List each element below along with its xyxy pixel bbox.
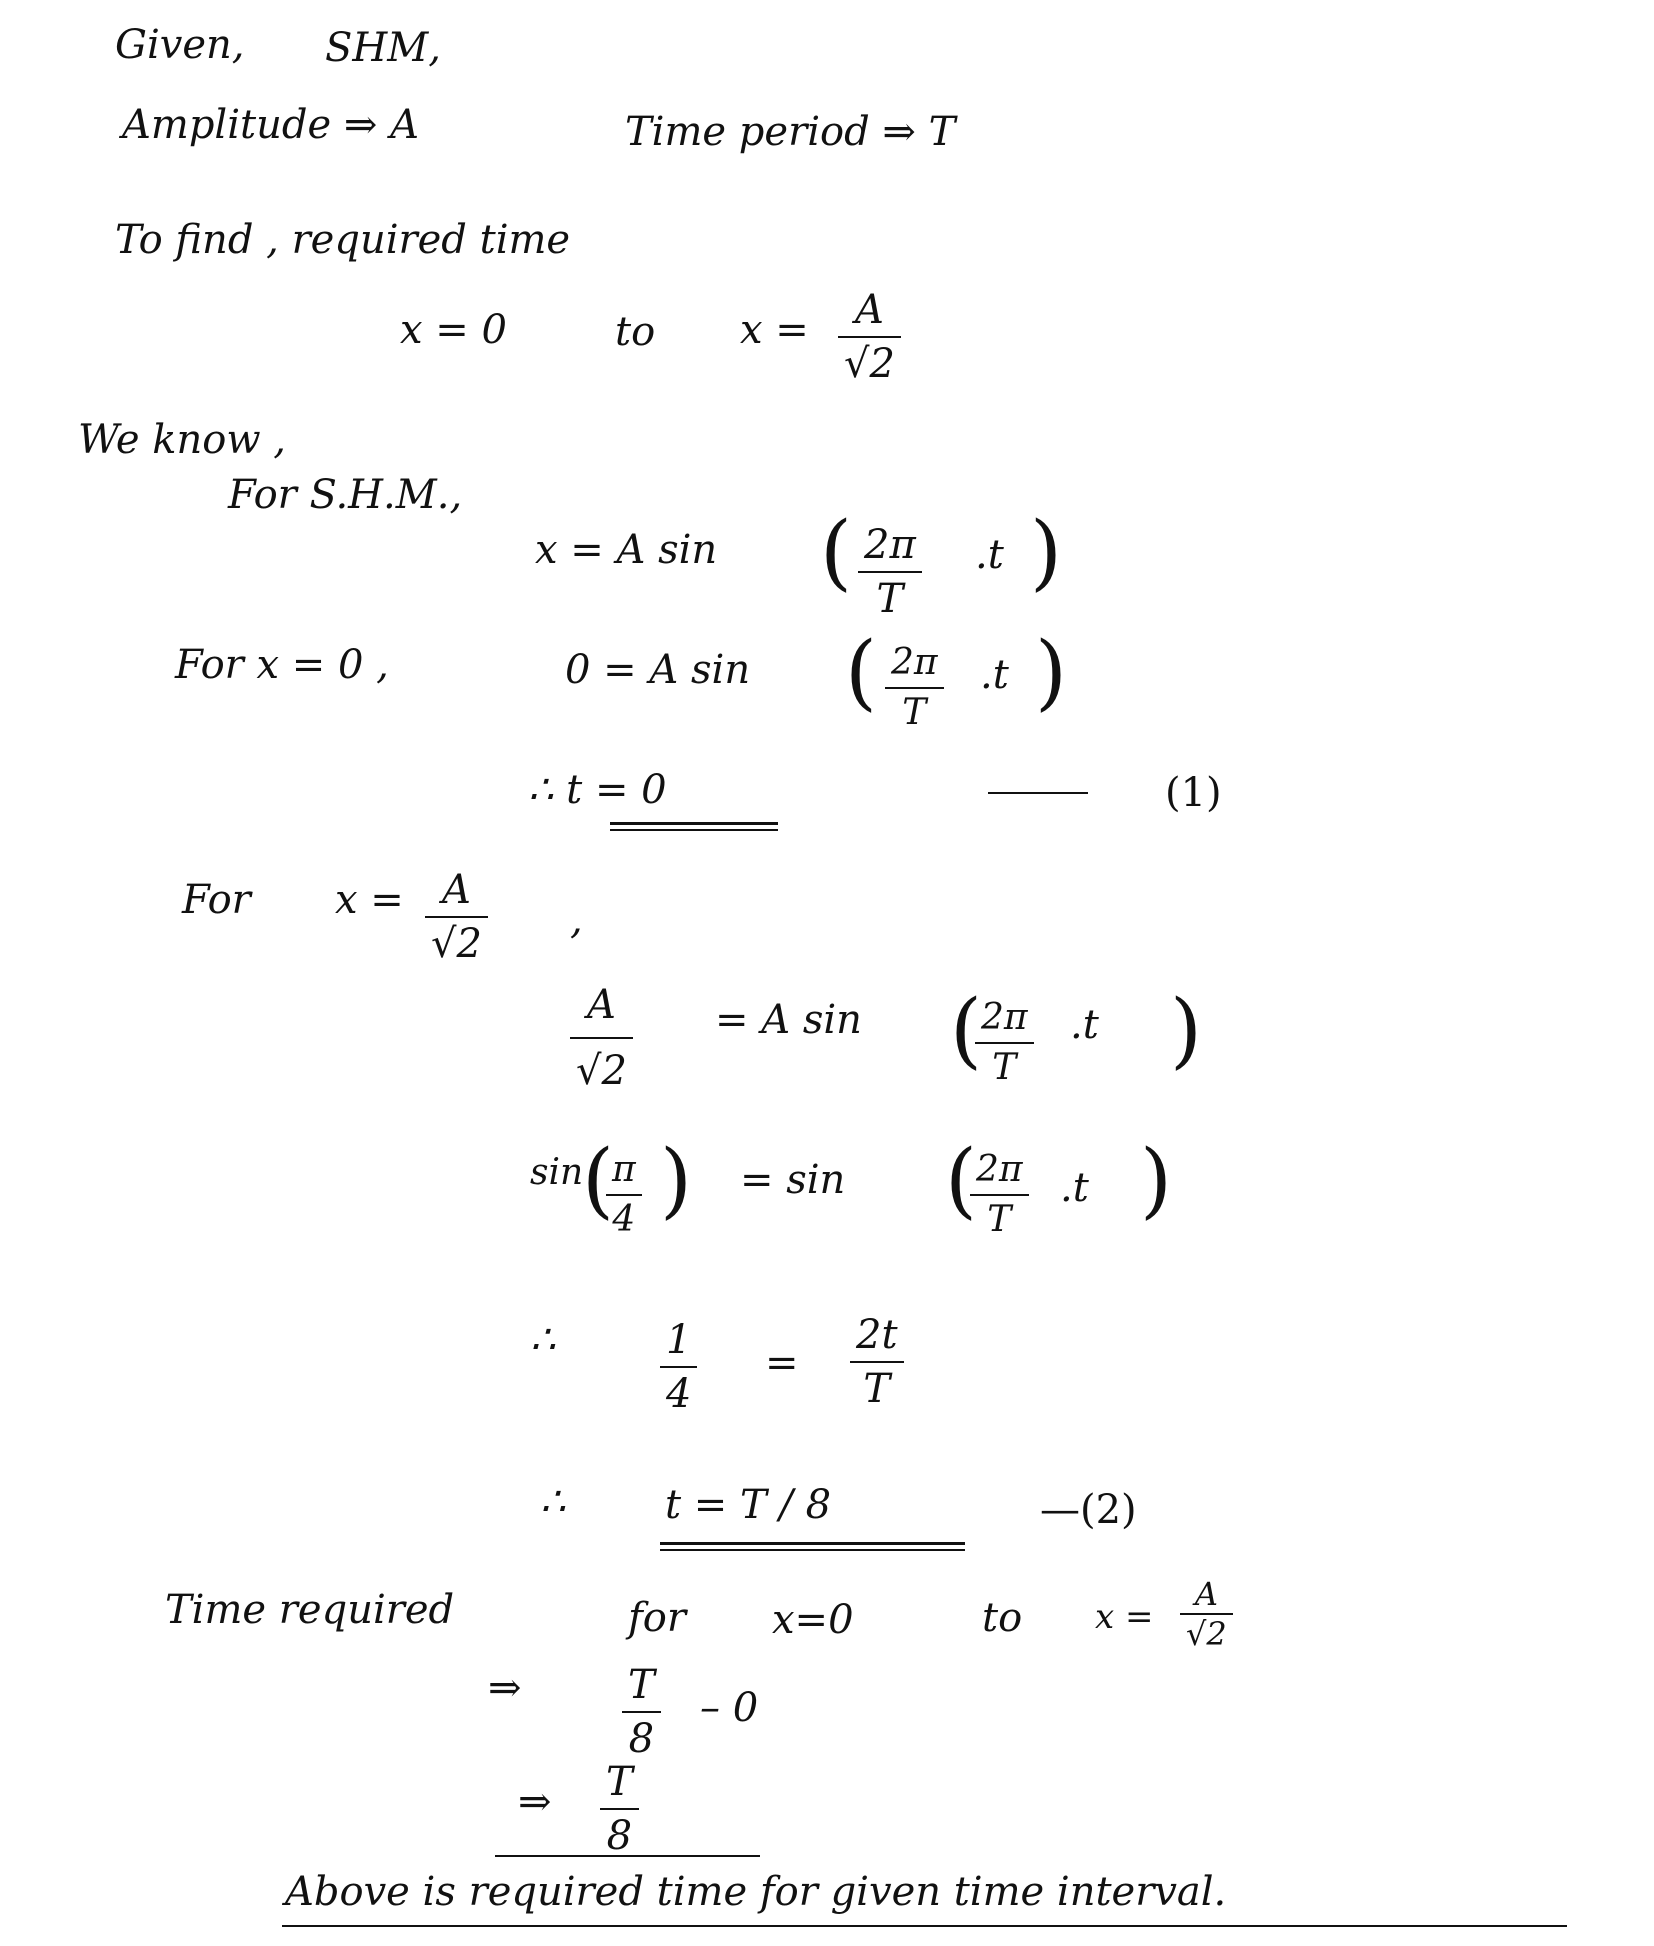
left-paren: ( bbox=[820, 505, 852, 600]
double-underline bbox=[660, 1542, 965, 1551]
arrow-icon: ⇒ bbox=[488, 1665, 522, 1711]
conclusion-statement: Above is required time for given time interval. bbox=[285, 1869, 1227, 1915]
case1-arg-num: 2π bbox=[891, 642, 938, 683]
final-num: T bbox=[606, 1759, 633, 1805]
fraction-bar bbox=[600, 1808, 639, 1810]
case2-x-eq: x = bbox=[335, 877, 404, 923]
double-underline bbox=[610, 822, 778, 831]
given-label: Given, bbox=[115, 22, 245, 68]
final-den: 8 bbox=[606, 1813, 633, 1859]
t-num: T bbox=[628, 1662, 655, 1708]
two-t-over-t-fraction bbox=[850, 1312, 904, 1412]
fraction-bar bbox=[425, 916, 488, 918]
pi-over-four-fraction bbox=[606, 1149, 642, 1240]
right-paren: ) bbox=[660, 1133, 692, 1228]
shm-equation-lhs: x = A sin bbox=[535, 527, 718, 573]
eight-den: 8 bbox=[628, 1716, 655, 1762]
to-find-fraction bbox=[838, 287, 901, 387]
to-find-to: to bbox=[615, 309, 656, 355]
case1-arg-fraction bbox=[885, 642, 944, 733]
given-shm: SHM, bbox=[325, 25, 441, 71]
equation-dash bbox=[988, 792, 1088, 794]
sin-rhs-arg-num: 2π bbox=[976, 1149, 1023, 1190]
case2-cond-den: √2 bbox=[431, 921, 482, 967]
big-t-den: T bbox=[863, 1366, 891, 1412]
conclusion-x-eq: x = bbox=[1095, 1597, 1154, 1637]
case2-eq-rhs: = A sin bbox=[715, 997, 862, 1043]
case2-comma: , bbox=[570, 897, 583, 943]
sin-rhs-arg-fraction bbox=[970, 1149, 1029, 1240]
right-paren: ) bbox=[1140, 1133, 1172, 1228]
case2-eq-number: —(2) bbox=[1040, 1487, 1137, 1533]
sin-lhs: sin bbox=[530, 1152, 584, 1193]
right-paren: ) bbox=[1170, 983, 1202, 1078]
for-shm-label: For S.H.M., bbox=[228, 472, 463, 518]
fraction-bar bbox=[838, 336, 901, 338]
shm-arg-den: T bbox=[876, 576, 904, 622]
right-paren: ) bbox=[1030, 505, 1062, 600]
time-required-label: Time required bbox=[165, 1587, 455, 1633]
case2-label: For bbox=[182, 877, 251, 923]
given-time-period: Time period ⇒ T bbox=[625, 109, 956, 155]
case2-lhs-num: A bbox=[587, 982, 616, 1028]
left-paren: ( bbox=[950, 983, 982, 1078]
conclusion-x0: x=0 bbox=[772, 1597, 854, 1643]
fraction-bar bbox=[606, 1194, 642, 1196]
to-find-x0: x = 0 bbox=[400, 307, 507, 353]
therefore-symbol: ∴ bbox=[540, 1479, 566, 1525]
to-find-label: To find , required time bbox=[115, 217, 571, 263]
sin-rhs: = sin bbox=[740, 1157, 846, 1203]
fraction-bar bbox=[570, 1037, 633, 1039]
case2-arg-num: 2π bbox=[981, 997, 1028, 1038]
case2-lhs-den: √2 bbox=[576, 1048, 627, 1094]
pi-num: π bbox=[612, 1149, 636, 1190]
arrow-icon: ⇒ bbox=[518, 1779, 552, 1825]
conclusion-fraction bbox=[1180, 1575, 1233, 1653]
case2-arg-t: .t bbox=[1070, 1002, 1099, 1048]
one-quarter-fraction bbox=[660, 1317, 697, 1417]
fraction-bar bbox=[885, 687, 944, 689]
fraction-bar bbox=[970, 1194, 1029, 1196]
shm-arg-t: .t bbox=[975, 532, 1004, 578]
sin-rhs-arg-den: T bbox=[987, 1199, 1012, 1240]
underline bbox=[282, 1925, 1567, 1927]
equals-sign: = bbox=[765, 1340, 799, 1386]
case2-result: t = T / 8 bbox=[665, 1482, 832, 1528]
conclusion-to: to bbox=[982, 1595, 1023, 1641]
case1-eq-number: (1) bbox=[1165, 770, 1222, 816]
case1-arg-den: T bbox=[902, 692, 927, 733]
conclusion-for: for bbox=[628, 1595, 687, 1641]
left-paren: ( bbox=[845, 625, 877, 720]
left-paren: ( bbox=[582, 1133, 614, 1228]
left-paren: ( bbox=[945, 1133, 977, 1228]
t-over-eight-fraction bbox=[622, 1662, 661, 1762]
sin-rhs-arg-t: .t bbox=[1060, 1165, 1089, 1211]
we-know-label: We know , bbox=[78, 417, 286, 463]
case2-condition-fraction bbox=[425, 867, 488, 967]
given-amplitude: Amplitude ⇒ A bbox=[122, 102, 419, 148]
fraction-bar bbox=[622, 1711, 661, 1713]
therefore-symbol: ∴ bbox=[530, 1317, 556, 1363]
conclusion-den: √2 bbox=[1186, 1615, 1227, 1653]
conclusion-num: A bbox=[1194, 1575, 1218, 1613]
pi-den: 4 bbox=[612, 1199, 636, 1240]
case2-arg-den: T bbox=[992, 1047, 1017, 1088]
case1-label: For x = 0 , bbox=[175, 642, 389, 688]
fraction-bar bbox=[858, 571, 922, 573]
to-find-frac-den: √2 bbox=[844, 341, 895, 387]
minus-zero: – 0 bbox=[700, 1685, 759, 1731]
shm-arg-num: 2π bbox=[864, 522, 916, 568]
fraction-bar bbox=[660, 1366, 697, 1368]
case1-arg-t: .t bbox=[980, 652, 1009, 698]
two-t-num: 2t bbox=[856, 1312, 898, 1358]
case1-result: ∴ t = 0 bbox=[528, 767, 667, 813]
case1-lhs: 0 = A sin bbox=[565, 647, 751, 693]
final-fraction bbox=[600, 1759, 639, 1859]
four-den: 4 bbox=[666, 1371, 692, 1417]
right-paren: ) bbox=[1035, 625, 1067, 720]
one-num: 1 bbox=[666, 1317, 692, 1363]
case2-cond-num: A bbox=[442, 867, 471, 913]
to-find-frac-num: A bbox=[855, 287, 884, 333]
fraction-bar bbox=[975, 1042, 1034, 1044]
case2-lhs-fraction bbox=[570, 982, 633, 1094]
underline bbox=[495, 1855, 760, 1857]
to-find-x-eq: x = bbox=[740, 307, 809, 353]
fraction-bar bbox=[850, 1361, 904, 1363]
case2-arg-fraction bbox=[975, 997, 1034, 1088]
shm-arg-fraction bbox=[858, 522, 922, 622]
